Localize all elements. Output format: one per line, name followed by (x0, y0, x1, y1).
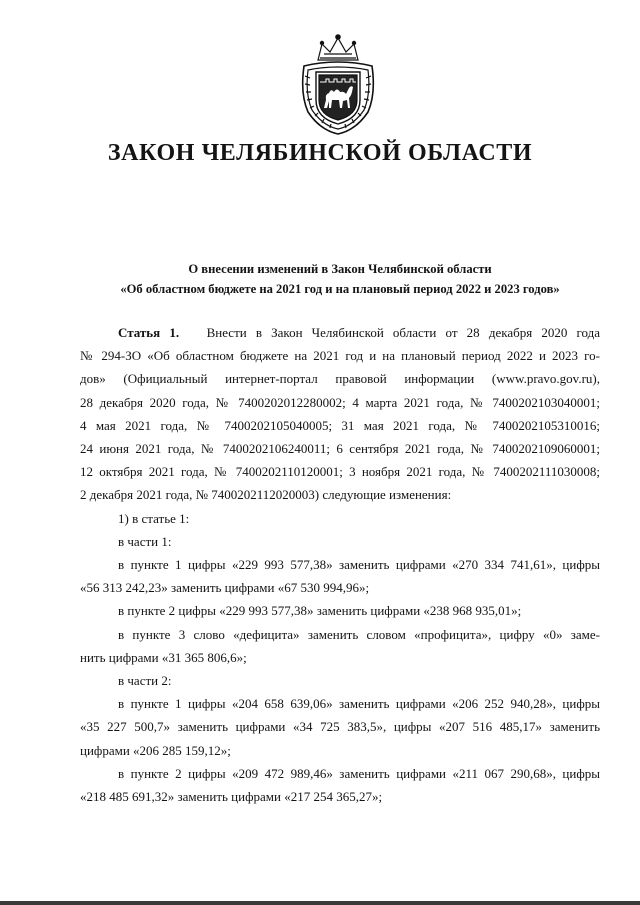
chelyabinsk-coat-of-arms-icon (296, 30, 380, 136)
document-title: ЗАКОН ЧЕЛЯБИНСКОЙ ОБЛАСТИ (107, 140, 533, 166)
amendment-paragraph-line: в части 2: (118, 673, 172, 689)
amendment-paragraph-line: цифрами «206 285 159,12»; (80, 742, 231, 758)
amendment-paragraph-line: нить цифрами «31 365 806,6»; (80, 649, 247, 665)
intro-line: 28 декабря 2020 года, № 7400202012280002; 4 марта 2021 года, № 7400202103040001; (80, 394, 600, 410)
intro-line: 24 июня 2021 года, № 7400202106240011; 6 сентября 2021 года, № 7400202109060001; (80, 441, 600, 457)
page-bottom-edge (0, 901, 640, 905)
amendment-paragraph-line: 1) в статье 1: (118, 510, 190, 526)
amendment-paragraph-line: в пункте 2 цифры «209 472 989,46» заменить цифрами «211 067 290,68», цифры (118, 765, 600, 781)
intro-line: 2 декабря 2021 года, № 7400202112020003) следующие изменения: (80, 487, 452, 503)
subtitle-line: О внесении изменений в Закон Челябинской области (188, 262, 492, 276)
intro-line-first (80, 321, 600, 344)
amendment-paragraph-line: в пункте 1 цифры «229 993 577,38» заменить цифрами «270 334 741,61», цифры (118, 557, 600, 573)
amendment-paragraph-line: в пункте 2 цифры «229 993 577,38» заменить цифрами «238 968 935,01»; (118, 603, 522, 619)
article-label: Статья 1. (118, 325, 180, 340)
intro-line: № 294-ЗО «Об областном бюджете на 2021 год и на плановый период 2022 и 2023 го- (80, 348, 600, 364)
amendment-paragraph-line: в пункте 3 слово «дефицита» заменить словом «профицита», цифру «0» заме- (118, 626, 600, 642)
intro-line: дов» (Официальный интернет-портал правовой информации (www.pravo.gov.ru), (80, 371, 600, 387)
amendment-paragraph-line: «56 313 242,23» заменить цифрами «67 530 994,96»; (80, 580, 370, 596)
intro-line: 4 мая 2021 года, № 7400202105040005; 31 мая 2021 года, № 7400202105310016; (80, 417, 600, 433)
amendment-paragraph-line: «35 227 500,7» заменить цифрами «34 725 383,5», цифры «207 516 485,17» заменить (80, 719, 600, 735)
intro-line: 12 октября 2021 года, № 7400202110120001; 3 ноября 2021 года, № 7400202111030008; (80, 464, 600, 480)
document-body (80, 321, 600, 808)
amendment-paragraph-line: «218 485 691,32» заменить цифрами «217 254 365,27»; (80, 789, 383, 805)
document-subtitle (60, 259, 620, 299)
amendment-paragraph-line: в пункте 1 цифры «204 658 639,06» заменить цифрами «206 252 940,28», цифры (118, 696, 600, 712)
subtitle-line: «Об областном бюджете на 2021 год и на плановый период 2022 и 2023 годов» (120, 282, 560, 296)
intro-line-text: Внести в Закон Челябинской области от 28 декабря 2020 года (206, 325, 601, 340)
amendment-paragraph-line: в части 1: (118, 533, 172, 549)
